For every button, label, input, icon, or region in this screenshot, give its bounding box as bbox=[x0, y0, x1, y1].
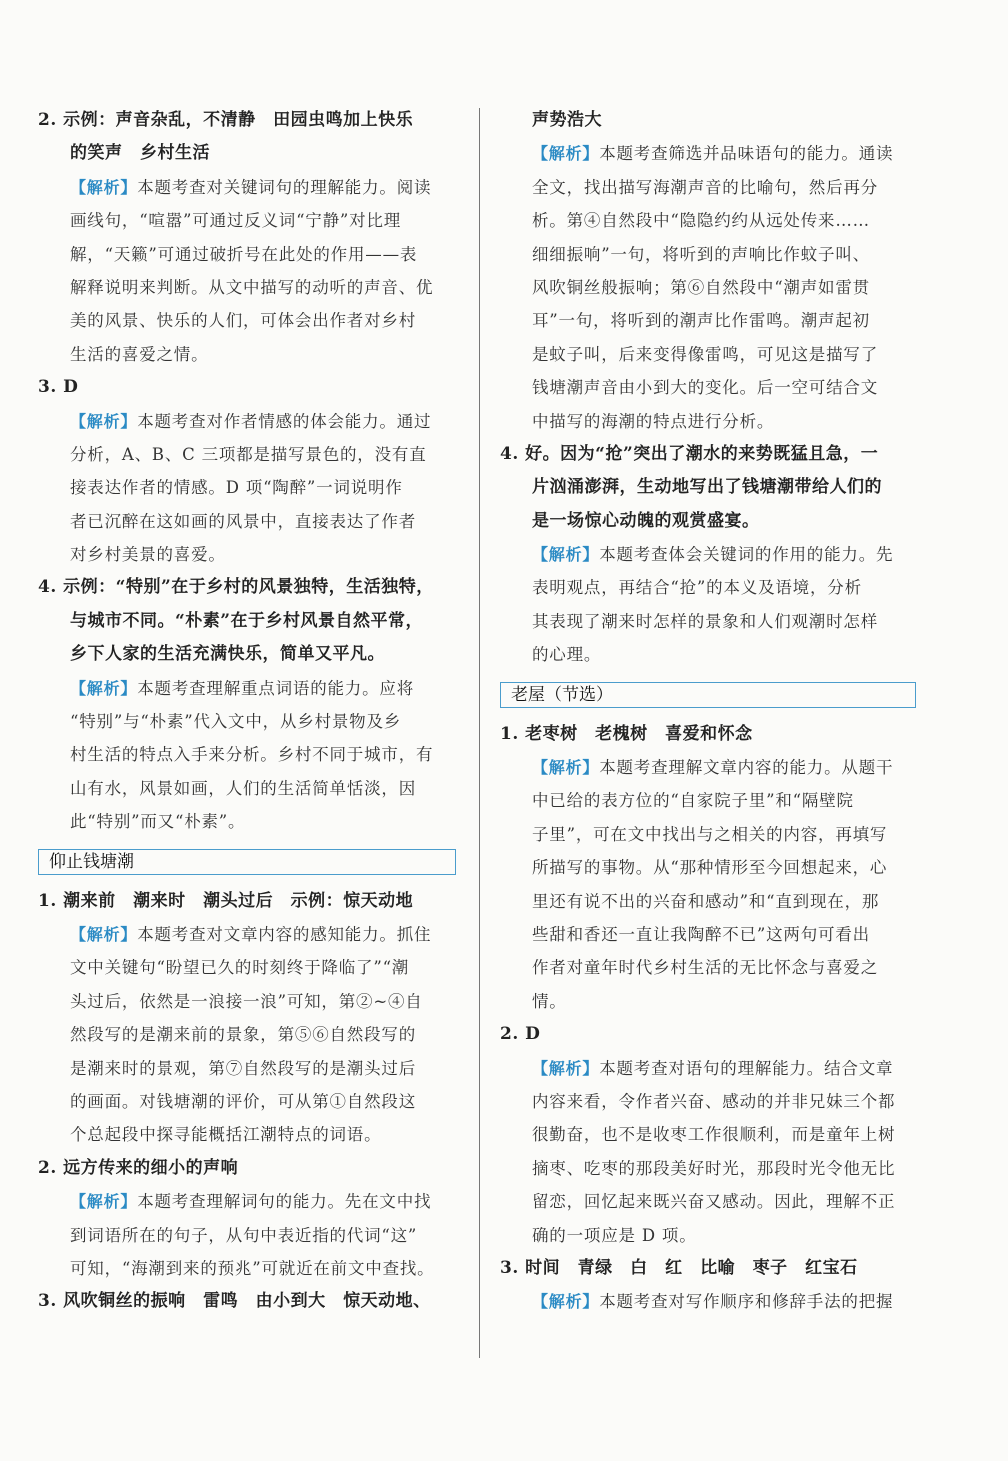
answer-line: 2. 远方传来的细小的声响 bbox=[38, 1157, 239, 1178]
explanation-text: 本题考查筛选并品味语句的能力。通读 bbox=[599, 144, 894, 164]
answer-line: 乡下人家的生活充满快乐，简单又平凡。 bbox=[70, 644, 385, 665]
explanation-line: 表明观点，再结合“抢”的本义及语境，分析 bbox=[532, 578, 862, 598]
explanation-line: 中描写的海潮的特点进行分析。 bbox=[532, 411, 775, 431]
answer-line: 是一场惊心动魄的观赏盛宴。 bbox=[532, 510, 760, 531]
column-divider bbox=[479, 108, 480, 1358]
explanation-line: 留恋，回忆起来既兴奋又感动。因此，理解不正 bbox=[532, 1192, 896, 1212]
left-column bbox=[38, 104, 456, 1319]
answer-block-s2q4 bbox=[500, 438, 916, 672]
answer-block-q3 bbox=[38, 371, 456, 571]
answer-block-s2q1 bbox=[38, 885, 456, 1152]
explanation-line: 析。第④自然段中“隐隐约约从远处传来…… bbox=[532, 211, 870, 231]
explanation-line bbox=[500, 1285, 916, 1318]
explanation-line: 很勤奋，也不是收枣工作很顺利，而是童年上树 bbox=[532, 1125, 896, 1145]
explanation-text: 本题考查对作者情感的体会能力。通过 bbox=[137, 411, 432, 431]
explanation-text: 本题考查对语句的理解能力。结合文章 bbox=[599, 1058, 894, 1078]
explanation-tag: 【解析】 bbox=[70, 924, 138, 944]
explanation-line bbox=[38, 171, 456, 204]
explanation-line: 到词语所在的句子，从句中表近指的代词“这” bbox=[70, 1225, 418, 1245]
explanation-line: 生活的喜爱之情。 bbox=[70, 344, 209, 364]
explanation-text: 本题考查对关键词句的理解能力。阅读 bbox=[137, 177, 432, 197]
answer-line: 与城市不同。“朴素”在于乡村风景自然平常， bbox=[70, 610, 424, 631]
explanation-line: 耳”一句，将听到的潮声比作雷鸣。潮声起初 bbox=[532, 311, 870, 331]
answer-line: 1. 潮来前 潮来时 潮头过后 示例：惊天动地 bbox=[38, 890, 414, 911]
answer-line: 2. D bbox=[500, 1024, 541, 1045]
explanation-line: 情。 bbox=[532, 991, 567, 1011]
answer-line: 3. D bbox=[38, 377, 79, 398]
explanation-line: 解释说明来判断。从文中描写的动听的声音、优 bbox=[70, 277, 434, 297]
answer-line: 3. 时间 青绿 白 红 比喻 枣子 红宝石 bbox=[500, 1257, 858, 1278]
section-title-box bbox=[500, 682, 916, 708]
answer-block-s2q2 bbox=[38, 1152, 456, 1286]
explanation-line: 其表现了潮来时怎样的景象和人们观潮时怎样 bbox=[532, 611, 878, 631]
answer-line: 2. 示例：声音杂乱，不清静 田园虫鸣加上快乐 bbox=[38, 110, 414, 130]
explanation-line: 村生活的特点入手来分析。乡村不同于城市，有 bbox=[70, 745, 434, 765]
explanation-line: 是潮来时的景观，第⑦自然段写的是潮头过后 bbox=[70, 1058, 416, 1078]
answer-line: 4. 示例：“特别”在于乡村的风景独特，生活独特， bbox=[38, 577, 434, 598]
explanation-text: 本题考查理解重点词语的能力。应将 bbox=[137, 678, 415, 698]
answer-line: 声势浩大 bbox=[532, 110, 602, 130]
explanation-tag: 【解析】 bbox=[70, 1192, 138, 1212]
explanation-line: 画线句，“喧嚣”可通过反义词“宁静”对比理 bbox=[70, 211, 402, 231]
explanation-line: 子里”，可在文中找出与之相关的内容，再填写 bbox=[532, 824, 888, 844]
explanation-line: 所描写的事物。从“那种情形至今回想起来，心 bbox=[532, 858, 888, 878]
explanation-line: 钱塘潮声音由小到大的变化。后一空可结合文 bbox=[532, 378, 878, 398]
explanation-line: 山有水，风景如画，人们的生活简单恬淡，因 bbox=[70, 778, 416, 798]
explanation-line: 个总起段中探寻能概括江潮特点的词语。 bbox=[70, 1125, 382, 1145]
answer-block-s3q1 bbox=[500, 718, 916, 1019]
answer-line: 3. 风吹铜丝的振响 雷鸣 由小到大 惊天动地、 bbox=[38, 1291, 431, 1312]
explanation-line: 中已给的表方位的“自家院子里”和“隔壁院 bbox=[532, 791, 854, 811]
explanation-line bbox=[38, 918, 456, 951]
answer-block-q4 bbox=[38, 571, 456, 838]
explanation-line: 可知，“海潮到来的预兆”可就近在前文中查找。 bbox=[70, 1258, 435, 1278]
section-title-box bbox=[38, 849, 456, 875]
explanation-line: 的画面。对钱塘潮的评价，可从第①自然段这 bbox=[70, 1091, 416, 1111]
explanation-tag: 【解析】 bbox=[532, 545, 600, 565]
explanation-text: 本题考查理解文章内容的能力。从题干 bbox=[599, 758, 894, 778]
answer-block-q2 bbox=[38, 104, 456, 371]
explanation-text: 本题考查对写作顺序和修辞手法的把握 bbox=[599, 1292, 894, 1312]
explanation-line bbox=[500, 751, 916, 784]
answer-line: 片汹涌澎湃，生动地写出了钱塘潮带给人们的 bbox=[532, 477, 882, 498]
explanation-line: 内容来看，令作者兴奋、感动的并非兄妹三个都 bbox=[532, 1091, 896, 1111]
explanation-line bbox=[500, 1052, 916, 1085]
explanation-line: 作者对童年时代乡村生活的无比怀念与喜爱之 bbox=[532, 958, 878, 978]
explanation-line: 全文，找出描写海潮声音的比喻句，然后再分 bbox=[532, 177, 878, 197]
explanation-line: 然段写的是潮来前的景象，第⑤⑥自然段写的 bbox=[70, 1025, 416, 1045]
explanation-tag: 【解析】 bbox=[70, 411, 138, 431]
explanation-line bbox=[38, 405, 456, 438]
explanation-line: 细细振响”一句，将听到的声响比作蚊子叫、 bbox=[532, 244, 870, 264]
answer-block-s2q3-cont bbox=[500, 104, 916, 438]
explanation-line: 美的风景、快乐的人们，可体会出作者对乡村 bbox=[70, 311, 416, 331]
explanation-line: 接表达作者的情感。D 项“陶醉”一词说明作 bbox=[70, 478, 403, 498]
answer-block-s3q2 bbox=[500, 1018, 916, 1252]
explanation-line: 头过后，依然是一浪接一浪”可知，第②~④自 bbox=[70, 991, 423, 1011]
explanation-line bbox=[38, 672, 456, 705]
explanation-tag: 【解析】 bbox=[532, 1058, 600, 1078]
explanation-line: 摘枣、吃枣的那段美好时光，那段时光令他无比 bbox=[532, 1158, 896, 1178]
explanation-line: 的心理。 bbox=[532, 645, 602, 665]
explanation-text: 本题考查对文章内容的感知能力。抓住 bbox=[137, 924, 432, 944]
explanation-line: 是蚊子叫，后来变得像雷鸣，可见这是描写了 bbox=[532, 344, 878, 364]
explanation-line: 解，“天籁”可通过破折号在此处的作用——表 bbox=[70, 244, 418, 264]
explanation-line: 者已沉醉在这如画的风景中，直接表达了作者 bbox=[70, 511, 416, 531]
explanation-line bbox=[38, 1185, 456, 1218]
answer-line: 的笑声 乡村生活 bbox=[70, 143, 210, 164]
answer-block-s3q3 bbox=[500, 1252, 916, 1319]
explanation-tag: 【解析】 bbox=[70, 177, 138, 197]
explanation-line: 确的一项应是 D 项。 bbox=[532, 1225, 697, 1245]
explanation-line: 此“特别”而又“朴素”。 bbox=[70, 812, 246, 832]
explanation-line bbox=[500, 538, 916, 571]
answer-line: 1. 老枣树 老槐树 喜爱和怀念 bbox=[500, 723, 753, 744]
answer-line: 4. 好。因为“抢”突出了潮水的来势既猛且急，一 bbox=[500, 443, 879, 464]
explanation-tag: 【解析】 bbox=[532, 1292, 600, 1312]
explanation-text: 本题考查体会关键词的作用的能力。先 bbox=[599, 545, 894, 565]
explanation-line: “特别”与“朴素”代入文中，从乡村景物及乡 bbox=[70, 712, 402, 732]
explanation-tag: 【解析】 bbox=[532, 758, 600, 778]
explanation-tag: 【解析】 bbox=[70, 678, 138, 698]
explanation-line: 分析，A、B、C 三项都是描写景色的，没有直 bbox=[70, 444, 427, 464]
explanation-line: 对乡村美景的喜爱。 bbox=[70, 545, 226, 565]
explanation-tag: 【解析】 bbox=[532, 144, 600, 164]
answer-block-s2q3 bbox=[38, 1285, 456, 1318]
explanation-line bbox=[500, 137, 916, 170]
explanation-line: 风吹铜丝般振响；第⑥自然段中“潮声如雷贯 bbox=[532, 277, 870, 297]
right-column bbox=[500, 104, 916, 1319]
explanation-text: 本题考查理解词句的能力。先在文中找 bbox=[137, 1192, 432, 1212]
section-title: 老屋（节选） bbox=[511, 684, 613, 705]
explanation-line: 里还有说不出的兴奋和感动”和“直到现在，那 bbox=[532, 891, 880, 911]
section-title: 仰止钱塘潮 bbox=[49, 851, 134, 872]
explanation-line: 些甜和香还一直让我陶醉不已”这两句可看出 bbox=[532, 924, 870, 944]
explanation-line: 文中关键句“盼望已久的时刻终于降临了”“潮 bbox=[70, 958, 410, 978]
